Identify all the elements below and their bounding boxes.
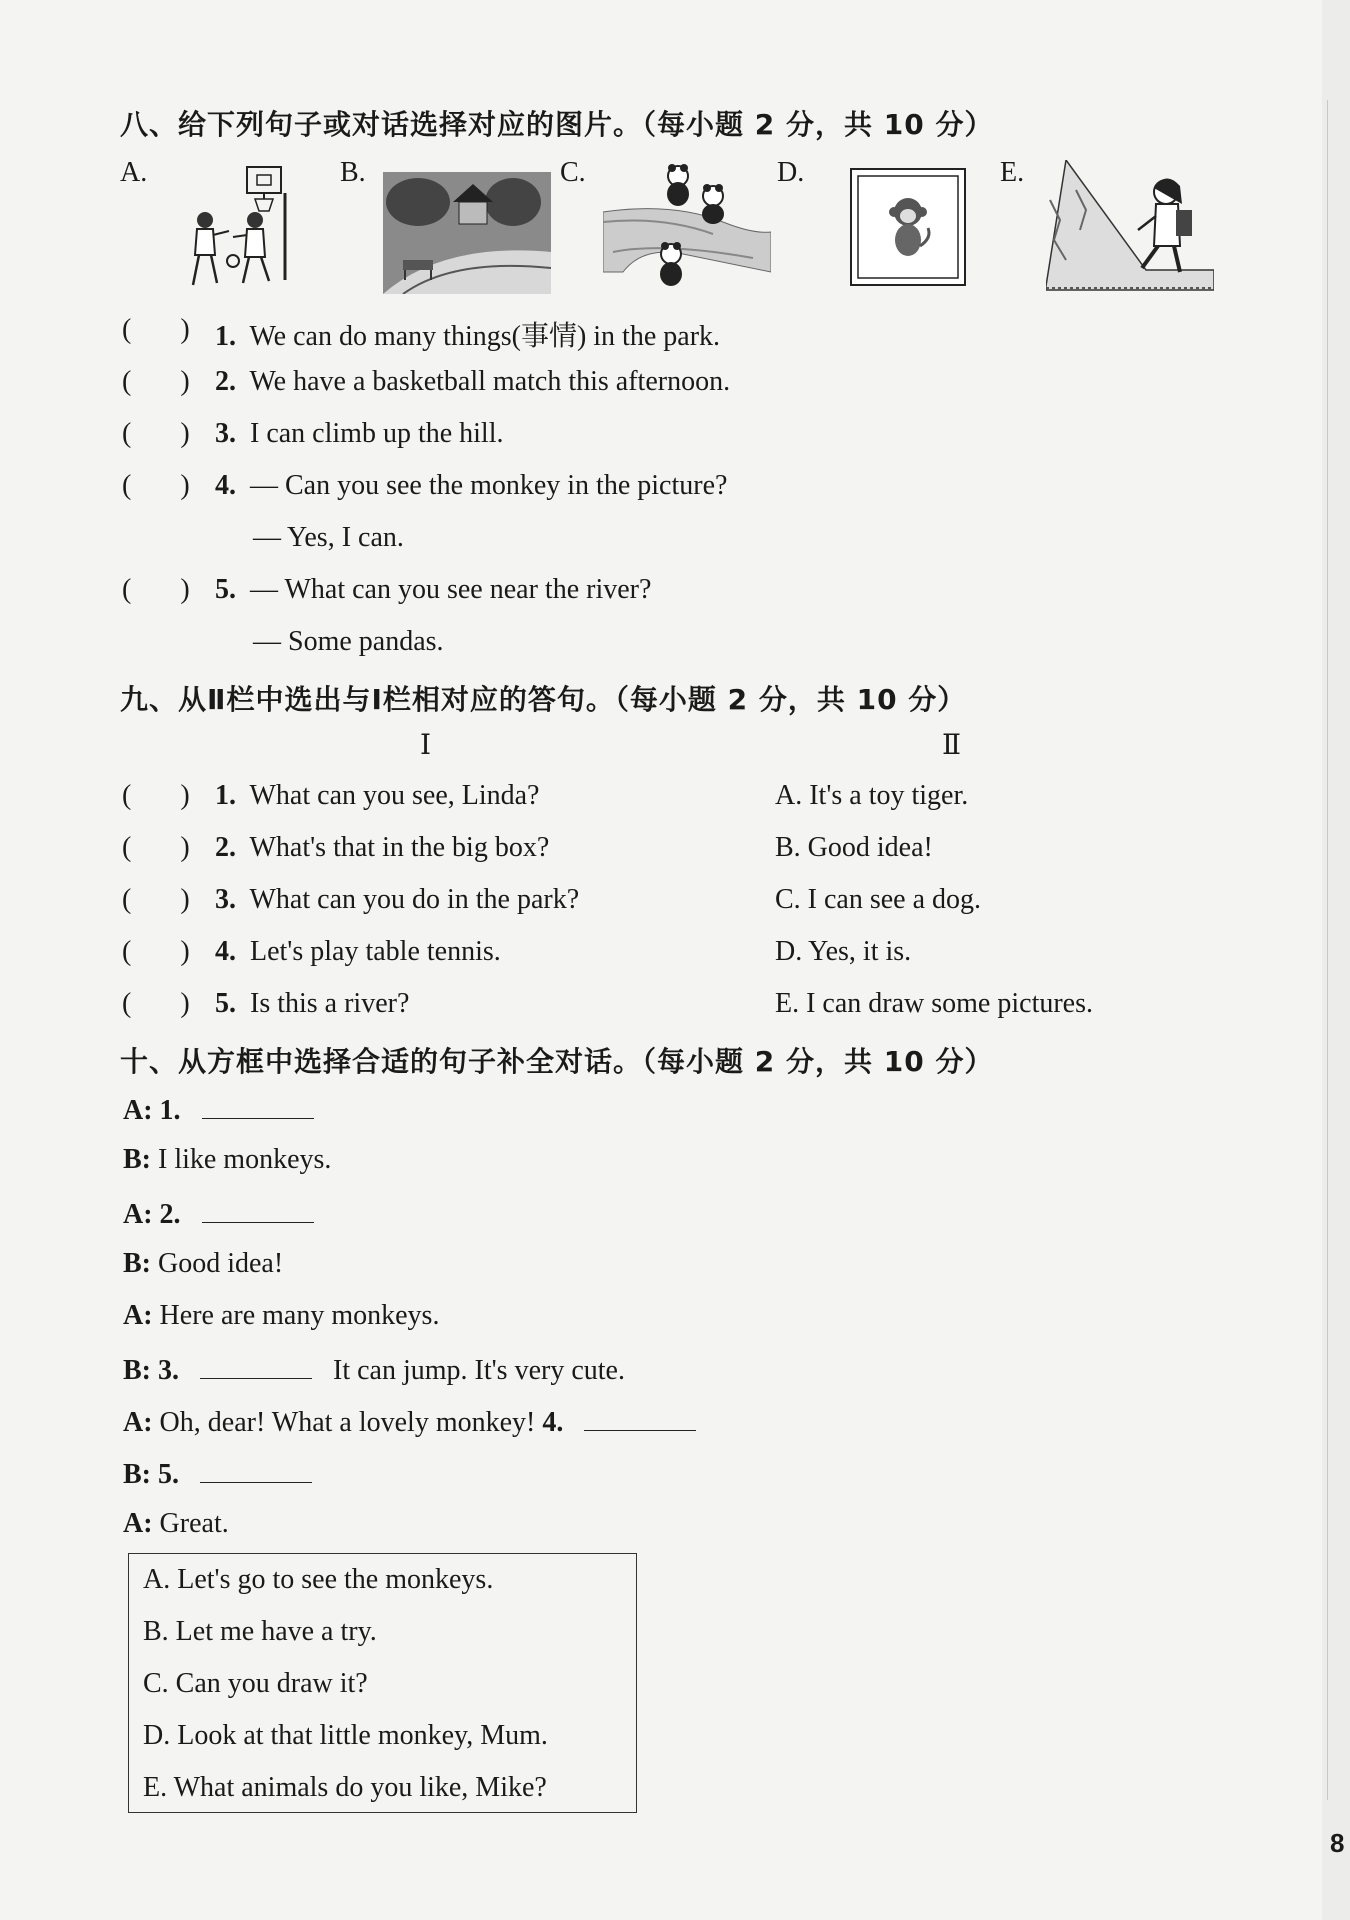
question-number: 5. — [215, 574, 236, 605]
s8-question-4 — [215, 470, 727, 502]
question-text: What can you see, Linda? — [249, 780, 540, 811]
blank-number: 1. — [159, 1095, 181, 1126]
section9-title: 九、从Ⅱ栏中选出与Ⅰ栏相对应的答句。（每小题 2 分，共 10 分） — [120, 683, 967, 716]
dialogue-line-8 — [123, 1456, 312, 1491]
s8-question-3 — [215, 418, 504, 450]
column-header-1: Ⅰ — [420, 730, 432, 761]
s8-question-2 — [215, 366, 730, 398]
option-e: E. What animals do you like, Mike? — [143, 1772, 547, 1803]
dialogue-line-6 — [123, 1352, 625, 1387]
dialogue-line-4 — [123, 1248, 283, 1280]
question-text: — What can you see near the river? — [250, 574, 652, 605]
question-number: 4. — [215, 936, 236, 967]
s9-question-2 — [215, 832, 549, 864]
answer-blank-3[interactable] — [200, 1352, 312, 1379]
dialogue-text: Oh, dear! What a lovely monkey! — [159, 1407, 536, 1438]
question-number: 2. — [215, 832, 236, 863]
dialogue-text: Great. — [159, 1508, 229, 1539]
park-picture — [383, 172, 551, 294]
climbing-hill-picture — [1046, 160, 1214, 292]
page-number: 8 — [1330, 1828, 1345, 1858]
question-number: 1. — [215, 321, 236, 352]
dialogue-text: I like monkeys. — [158, 1144, 332, 1175]
answer-paren-9-3[interactable]: ( ) — [122, 884, 190, 915]
picture-label-e: E. — [1000, 157, 1025, 188]
s9-question-4 — [215, 936, 501, 968]
speaker: B: — [123, 1144, 151, 1175]
question-number: 2. — [215, 366, 236, 397]
question-text: What can you do in the park? — [249, 884, 580, 915]
s9-answer-c: C. I can see a dog. — [775, 884, 982, 915]
dialogue-line-2 — [123, 1144, 331, 1176]
blank-number: 3. — [158, 1355, 179, 1386]
s8-question-1 — [215, 314, 720, 354]
dialogue-line-5 — [123, 1300, 439, 1332]
dialogue-line-1 — [123, 1092, 314, 1127]
s8-reply-5: — Some pandas. — [253, 626, 444, 657]
speaker: B: — [123, 1248, 151, 1279]
answer-paren-9-4[interactable]: ( ) — [122, 936, 190, 967]
speaker: B: — [123, 1459, 151, 1490]
answer-blank-4[interactable] — [584, 1404, 696, 1431]
dialogue-line-9 — [123, 1508, 229, 1540]
section8-title: 八、给下列句子或对话选择对应的图片。（每小题 2 分，共 10 分） — [120, 108, 994, 141]
question-text: What's that in the big box? — [249, 832, 550, 863]
s9-answer-b: B. Good idea! — [775, 832, 933, 863]
blank-number: 4. — [542, 1407, 564, 1438]
monkey-picture-frame — [850, 168, 966, 286]
option-a: A. Let's go to see the monkeys. — [143, 1564, 494, 1595]
s9-answer-a: A. It's a toy tiger. — [775, 780, 969, 811]
answer-paren-9-2[interactable]: ( ) — [122, 832, 190, 863]
question-text: We can do many things(事情) in the park. — [249, 321, 721, 352]
speaker: A: — [123, 1407, 153, 1438]
speaker: A: — [123, 1508, 153, 1539]
dialogue-text: It can jump. It's very cute. — [333, 1355, 625, 1386]
answer-paren-8-1[interactable]: ( ) — [122, 314, 190, 345]
dialogue-text: Here are many monkeys. — [159, 1300, 440, 1331]
section10-title: 十、从方框中选择合适的句子补全对话。（每小题 2 分，共 10 分） — [120, 1045, 994, 1078]
basketball-picture — [185, 165, 305, 290]
answer-paren-8-2[interactable]: ( ) — [122, 366, 190, 397]
question-text: I can climb up the hill. — [250, 418, 504, 449]
answer-blank-5[interactable] — [200, 1456, 312, 1483]
s9-question-5 — [215, 988, 409, 1020]
options-box — [128, 1553, 637, 1813]
question-text: Is this a river? — [250, 988, 410, 1019]
s9-question-3 — [215, 884, 579, 916]
s8-question-5 — [215, 574, 651, 606]
answer-paren-8-4[interactable]: ( ) — [122, 470, 190, 501]
speaker: A: — [123, 1095, 153, 1126]
question-number: 3. — [215, 418, 236, 449]
question-text: We have a basketball match this afternoon. — [249, 366, 731, 397]
s9-answer-e: E. I can draw some pictures. — [775, 988, 1093, 1019]
picture-label-c: C. — [560, 157, 586, 188]
dialogue-line-3 — [123, 1196, 314, 1231]
dialogue-line-7 — [123, 1404, 696, 1439]
option-c: C. Can you draw it? — [143, 1668, 368, 1699]
answer-blank-1[interactable] — [202, 1092, 314, 1119]
speaker: B: — [123, 1355, 151, 1386]
speaker: A: — [123, 1199, 153, 1230]
s8-reply-4: — Yes, I can. — [253, 522, 404, 553]
picture-label-b: B. — [340, 157, 366, 188]
question-number: 4. — [215, 470, 236, 501]
answer-paren-9-1[interactable]: ( ) — [122, 780, 190, 811]
option-b: B. Let me have a try. — [143, 1616, 377, 1647]
column-header-2: Ⅱ — [942, 730, 962, 761]
option-d: D. Look at that little monkey, Mum. — [143, 1720, 548, 1751]
picture-label-d: D. — [777, 157, 805, 188]
blank-number: 2. — [159, 1199, 181, 1230]
dialogue-text: Good idea! — [158, 1248, 284, 1279]
river-pandas-picture — [603, 162, 771, 290]
question-number: 5. — [215, 988, 236, 1019]
speaker: A: — [123, 1300, 153, 1331]
question-number: 3. — [215, 884, 236, 915]
margin-rule — [1327, 100, 1328, 1800]
blank-number: 5. — [158, 1459, 179, 1490]
picture-label-a: A. — [120, 157, 148, 188]
question-text: — Can you see the monkey in the picture? — [250, 470, 728, 501]
answer-paren-8-5[interactable]: ( ) — [122, 574, 190, 605]
answer-paren-8-3[interactable]: ( ) — [122, 418, 190, 449]
s9-question-1 — [215, 780, 539, 812]
question-number: 1. — [215, 780, 236, 811]
answer-blank-2[interactable] — [202, 1196, 314, 1223]
answer-paren-9-5[interactable]: ( ) — [122, 988, 190, 1019]
s9-answer-d: D. Yes, it is. — [775, 936, 912, 967]
question-text: Let's play table tennis. — [250, 936, 501, 967]
